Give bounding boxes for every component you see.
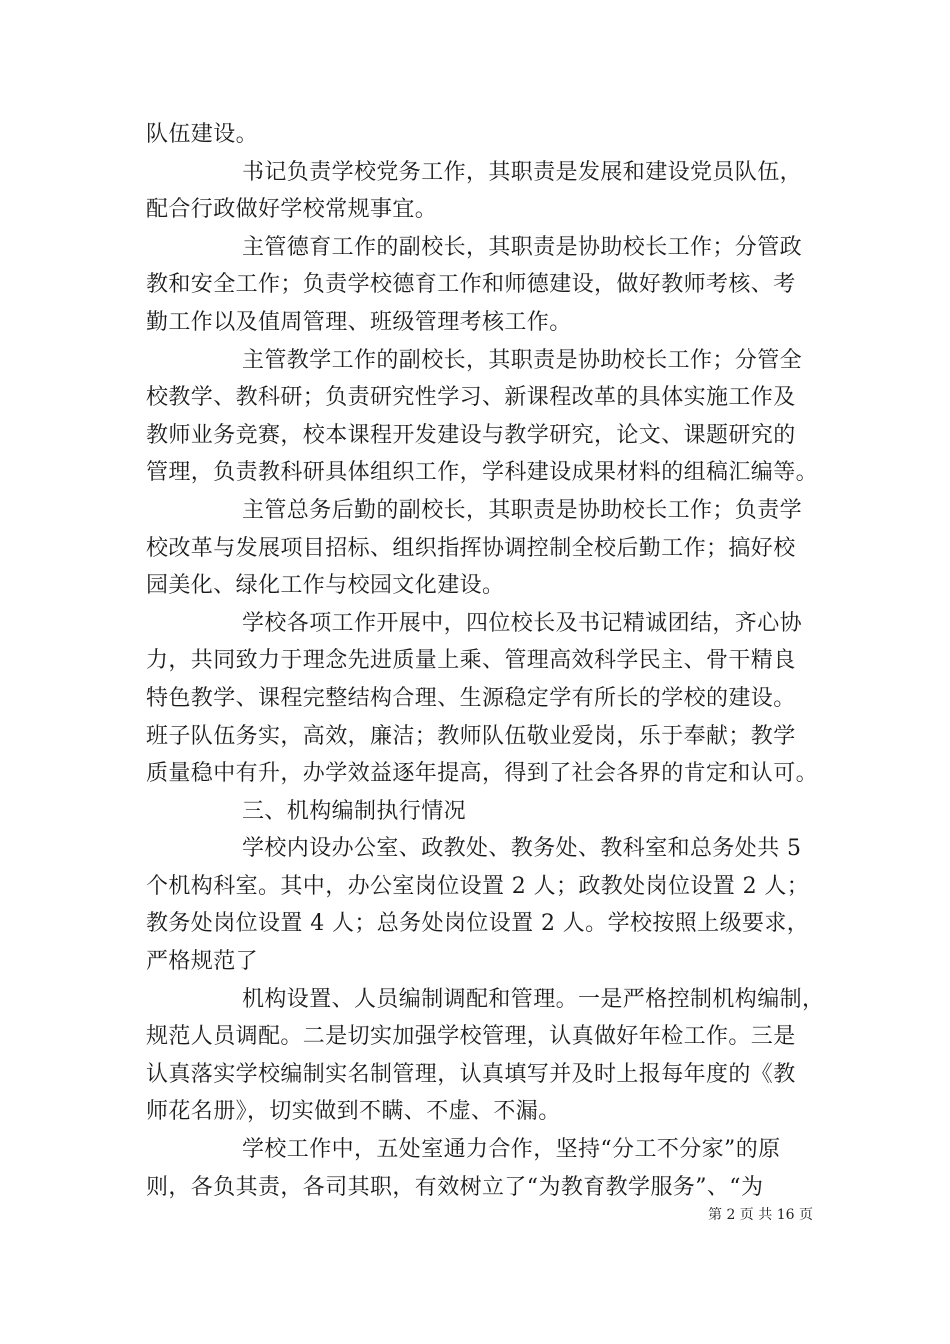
text-line: 校教学、教科研；负责研究性学习、新课程改革的具体实施工作及: [146, 385, 796, 411]
text-line: 则，各负其责，各司其职，有效树立了“为教育教学服务”、“为: [146, 1174, 764, 1200]
text-line: 管理，负责教科研具体组织工作，学科建设成果材料的组稿汇编等。: [146, 460, 819, 486]
text-line: 勤工作以及值周管理、班级管理考核工作。: [146, 309, 572, 335]
text-line: 书记负责学校党务工作，其职责是发展和建设党员队伍，: [242, 159, 803, 185]
section-heading: 三、机构编制执行情况: [242, 798, 467, 824]
text-line: 认真落实学校编制实名制管理，认真填写并及时上报每年度的《教: [146, 1061, 796, 1087]
text-line: 配合行政做好学校常规事宜。: [146, 197, 438, 223]
text-line: 园美化、绿化工作与校园文化建设。: [146, 573, 505, 599]
text-line: 教务处岗位设置 4 人；总务处岗位设置 2 人。学校按照上级要求，: [146, 911, 810, 937]
text-line: 教和安全工作；负责学校德育工作和师德建设，做好教师考核、考: [146, 272, 796, 298]
text-line: 特色教学、课程完整结构合理、生源稳定学有所长的学校的建设。: [146, 685, 796, 711]
text-line: 质量稳中有升，办学效益逐年提高，得到了社会各界的肯定和认可。: [146, 761, 819, 787]
text-line: 个机构科室。其中，办公室岗位设置 2 人；政教处岗位设置 2 人；: [146, 873, 810, 899]
page-number-footer: 第 2 页 共 16 页: [708, 1207, 813, 1223]
text-line: 机构设置、人员编制调配和管理。一是严格控制机构编制，: [242, 986, 825, 1012]
document-body: [146, 116, 825, 1206]
text-line: 师花名册》，切实做到不瞒、不虚、不漏。: [146, 1099, 561, 1125]
text-line: 班子队伍务实，高效，廉洁；教师队伍敬业爱岗，乐于奉献；教学: [146, 723, 796, 749]
text-line: 主管德育工作的副校长，其职责是协助校长工作；分管政: [242, 234, 803, 260]
text-line: 主管总务后勤的副校长，其职责是协助校长工作；负责学: [242, 497, 803, 523]
text-line: 力，共同致力于理念先进质量上乘、管理高效科学民主、骨干精良: [146, 648, 796, 674]
text-line: 校改革与发展项目招标、组织指挥协调控制全校后勤工作；搞好校: [146, 535, 796, 561]
text-line: 学校各项工作开展中，四位校长及书记精诚团结，齐心协: [242, 610, 803, 636]
text-line: 队伍建设。: [146, 122, 259, 147]
text-line: 规范人员调配。二是切实加强学校管理，认真做好年检工作。三是: [146, 1024, 796, 1050]
text-line: 主管教学工作的副校长，其职责是协助校长工作；分管全: [242, 347, 803, 373]
text-line: 教师业务竞赛，校本课程开发建设与教学研究，论文、课题研究的: [146, 422, 796, 448]
text-line: 学校工作中，五处室通力合作，坚持“分工不分家”的原: [242, 1137, 781, 1163]
text-line: 学校内设办公室、政教处、教务处、教科室和总务处共 5: [242, 836, 802, 862]
text-line: 严格规范了: [146, 949, 259, 975]
